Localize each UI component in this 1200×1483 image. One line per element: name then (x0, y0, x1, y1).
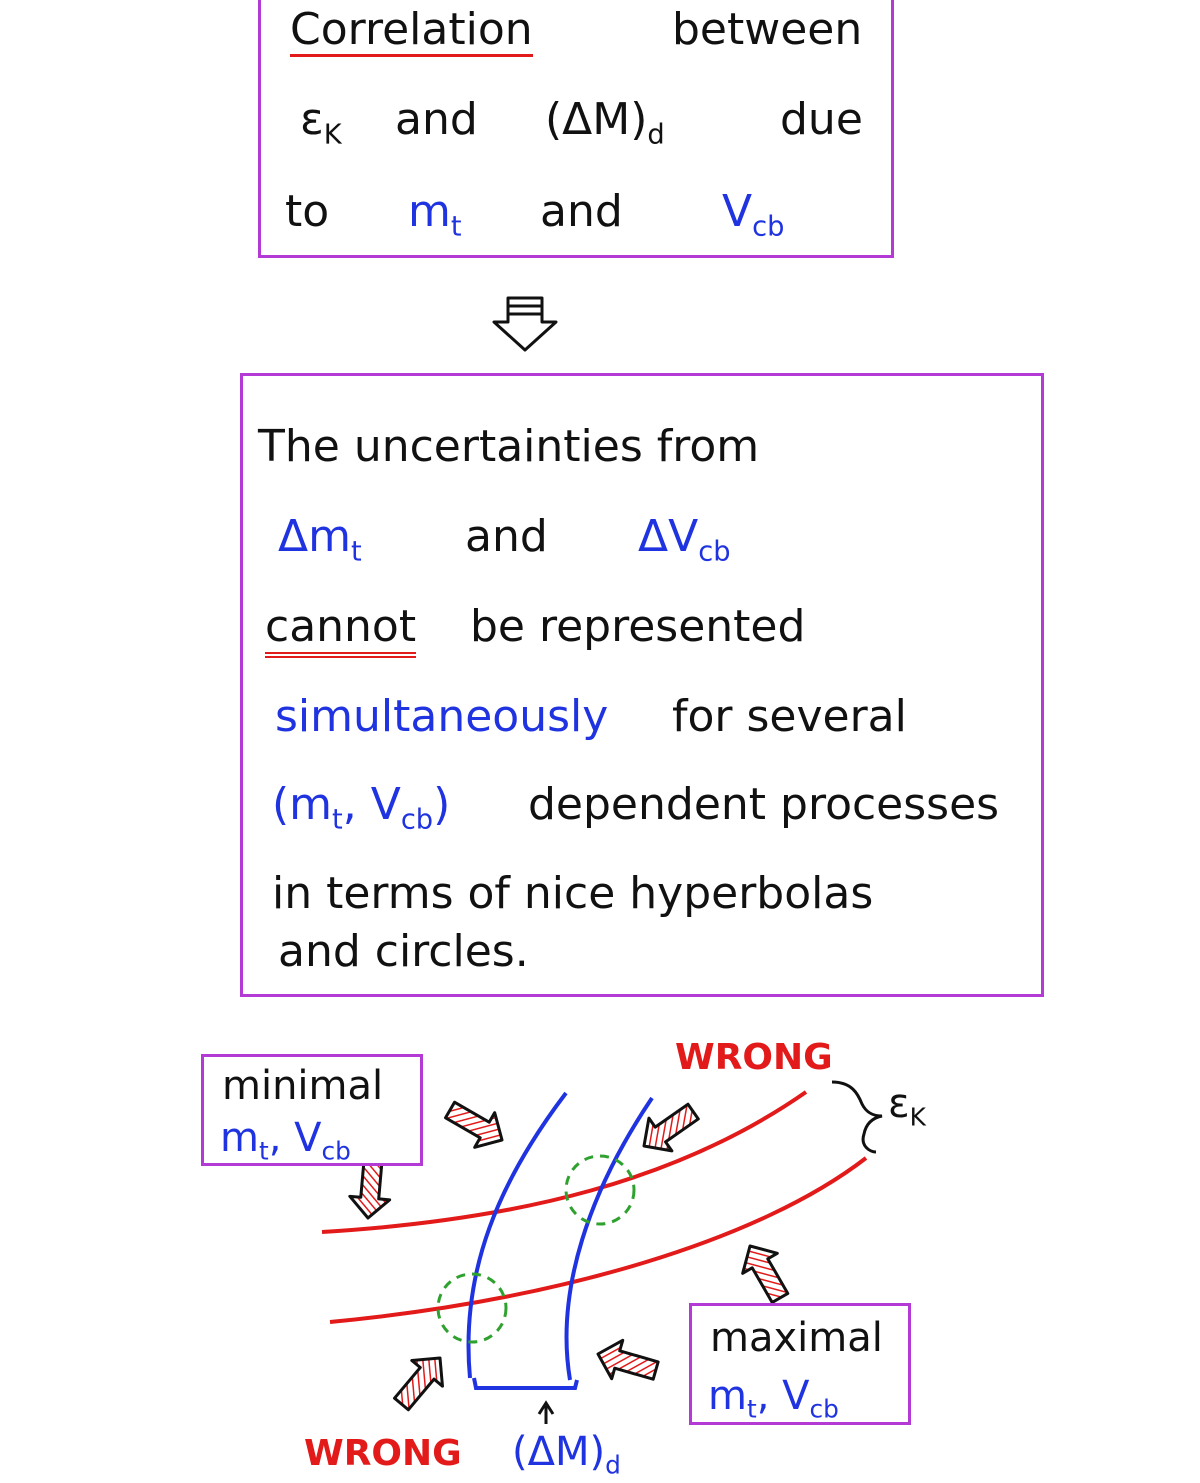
title-word-to: to (285, 186, 330, 237)
epsilon-k-subscript: K (909, 1102, 926, 1132)
pair-mt-subscript: t (332, 804, 343, 836)
pair-vcb-subscript: cb (400, 804, 434, 836)
delta-md-label (512, 1429, 621, 1480)
minimal-mt-vcb (220, 1115, 351, 1166)
maximal-mt-subscript: t (746, 1394, 757, 1424)
delta-m-symbol: (ΔM) (545, 94, 648, 145)
delta-vcb-symbol: ΔV (638, 511, 699, 562)
mt-symbol: m (408, 186, 451, 237)
delta-md-brace (474, 1378, 577, 1388)
statement-line-3-rest: be represented (470, 601, 806, 652)
title-word-and: and (395, 94, 478, 145)
epsilon-k-label (888, 1081, 926, 1132)
maximal-mt-vcb (708, 1373, 839, 1424)
statement-line-4-rest: for several (672, 691, 907, 742)
implication-down-arrow (494, 298, 556, 350)
epsilon-k-brace (832, 1082, 882, 1152)
title-word-due: due (780, 94, 863, 145)
maximal-arrow-left (592, 1335, 661, 1390)
wrong-label-bottom: WRONG (304, 1433, 462, 1474)
epsilon-subscript: K (323, 119, 342, 151)
delta-md-pointer-arrow (539, 1403, 553, 1424)
pair-vcb: , V (342, 779, 401, 830)
wrong-label-top: WRONG (675, 1037, 833, 1078)
delta-m-subscript: d (647, 119, 665, 151)
vcb-symbol: V (722, 186, 753, 237)
pair-close: ) (433, 779, 451, 830)
mt-subscript: t (450, 211, 462, 243)
delta-md-symbol: (ΔM) (512, 1429, 606, 1475)
maximal-arrow-up (733, 1236, 798, 1308)
title-word-and-2: and (540, 186, 623, 237)
minimal-arrow-right (440, 1093, 512, 1158)
maximal-vcb-subscript: cb (809, 1394, 839, 1424)
statement-line-5-rest: dependent processes (528, 779, 1000, 830)
epsilon-symbol: ε (300, 94, 324, 145)
minimal-mt-subscript: t (258, 1136, 269, 1166)
minimal-label: minimal (222, 1063, 384, 1109)
title-word-between: between (672, 4, 863, 55)
delta-mt-subscript: t (350, 536, 362, 568)
delta-md-subscript: d (605, 1450, 621, 1480)
statement-line-1: The uncertainties from (258, 421, 760, 472)
maximal-mt-symbol: m (708, 1373, 747, 1419)
epsilon-k-symbol: ε (888, 1081, 910, 1127)
title-word-correlation: Correlation (290, 4, 533, 55)
pair-open: (m (272, 779, 333, 830)
delta-md-curve-right (567, 1098, 652, 1380)
minimal-mt-symbol: m (220, 1115, 259, 1161)
minimal-vcb-symbol: , V (268, 1115, 322, 1161)
maximal-vcb-symbol: , V (756, 1373, 810, 1419)
word-cannot: cannot (265, 605, 416, 658)
statement-line-6: in terms of nice hyperbolas (272, 868, 874, 919)
minimal-vcb-subscript: cb (321, 1136, 351, 1166)
statement-line-7: and circles. (278, 926, 529, 977)
vcb-subscript: cb (752, 211, 785, 243)
statement-word-and: and (465, 511, 548, 562)
wrong-bottom-arrow (386, 1345, 455, 1417)
word-simultaneously: simultaneously (275, 691, 609, 742)
maximal-label: maximal (710, 1315, 883, 1361)
epsilon-k-curve-lower (330, 1158, 866, 1322)
delta-vcb-subscript: cb (698, 536, 731, 568)
delta-mt-symbol: Δm (278, 511, 351, 562)
